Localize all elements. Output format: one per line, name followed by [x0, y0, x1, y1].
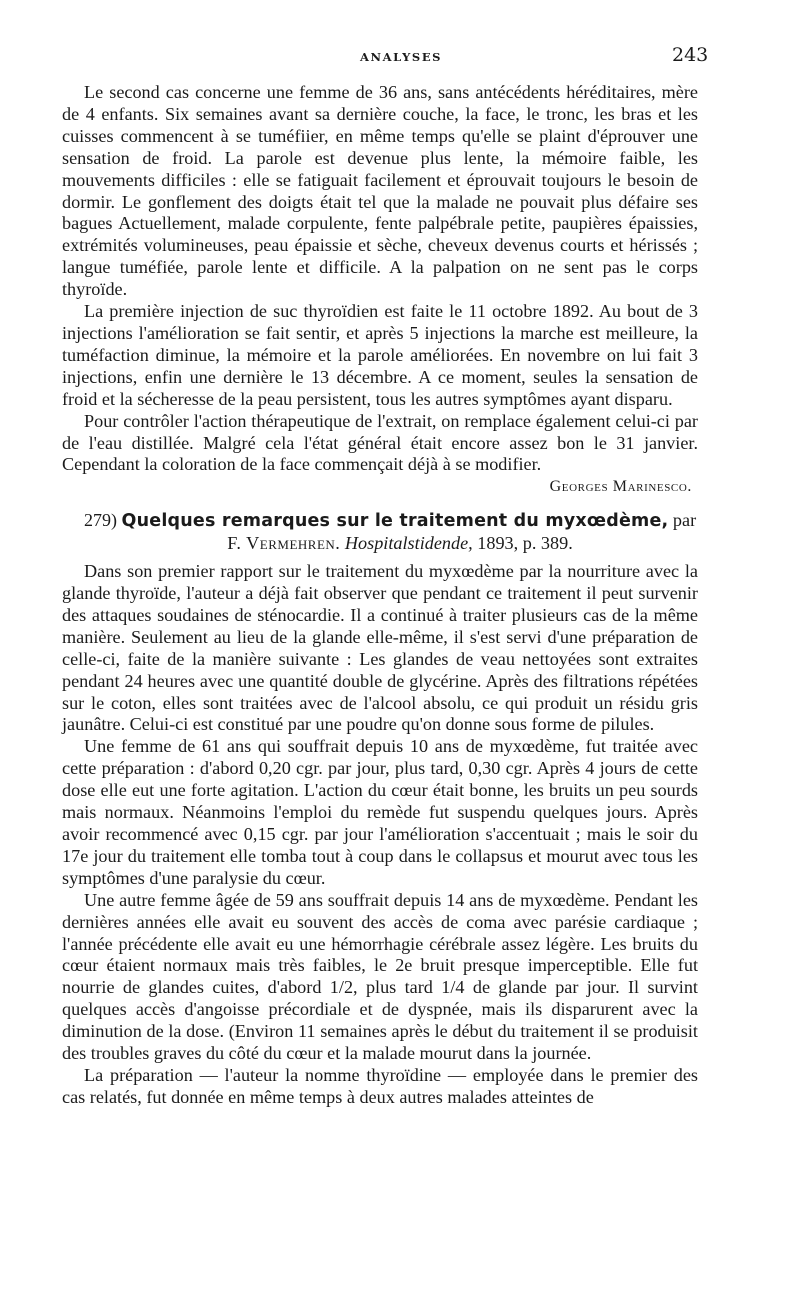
- paragraph: Pour contrôler l'action thérapeutique de l'extrait, on remplace également celui-ci par de l'eau distillée. Malgré cela l'état général était encore assez bon le 31 janvier. Cependant la coloration de la face commençait déjà à se modifier.: [62, 410, 698, 475]
- running-title: ANALYSES: [360, 50, 443, 64]
- paragraph: Le second cas concerne une femme de 36 ans, sans antécédents héréditaires, mère de 4 enfants. Six semaines avant sa dernière couche, la face, le tronc, les bras et les cuisses commencent à se tuméfiier, en même temps qu'elle se plaint d'éprouver une sensation de froid. La parole est devenue plus lente, la mémoire faible, les mouvements difficiles : elle se fatiguait facilement et éprouvait toujours le besoin de dormir. Le gonflement des doigts était tel que la malade ne pouvait plus défaire ses bagues Actuellement, malade corpulente, fente palpébrale petite, paupières épaissies, extrémités volumineuses, peau épaissie et sèche, cheveux devenus courts et hérissés ; langue tuméfiée, parole lente et difficile. A la palpation on ne sent pas le corps thyroïde.: [62, 82, 698, 300]
- article-by: par: [672, 510, 697, 531]
- paragraph: La première injection de suc thyroïdien est faite le 11 octobre 1892. Au bout de 3 injections l'amélioration se fait sentir, et après 5 injections la marche est meilleure, la tuméfaction diminue, la mémoire et la parole améliorées. En novembre on lui fait 3 injections, enfin une dernière le 13 décembre. A ce moment, seules la sensation de froid et la sécheresse de la peau persistent, tous les autres symptômes ayant disparu.: [62, 301, 698, 409]
- article-journal: Hospitalstidende,: [344, 533, 473, 554]
- paragraph: Une autre femme âgée de 59 ans souffrait depuis 14 ans de myxœdème. Pendant les dernières années elle avait eu souvent des accès de coma avec parésie cardiaque ; l'année précédente elle avait eu une hémorrhagie cérébrale assez légère. Les bruits du cœur étaient normaux mais très faibles, le 2e bruit presque imperceptible. Elle fut nourrie de glandes cuites, d'abord 1/2, plus tard 1/4 de glande par jour. Il survint quelques accès d'angoisse précordiale et de dyspnée, mais ils disparurent avec la diminution de la dose. (Environ 11 semaines après le début du traitement il se produisit des troubles graves du côté du cœur et la malade mourut dans la journée.: [62, 889, 698, 1064]
- author-signature: Georges Marinesco.: [549, 478, 692, 496]
- body-text: [62, 82, 698, 1109]
- paragraph: Dans son premier rapport sur le traitement du myxœdème par la nourriture avec la glande thyroïde, l'auteur a déjà fait observer que pendant ce traitement il peut survenir des attaques soudaines de sténocardie. Il a continué à traiter plusieurs cas de la même manière. Seulement au lieu de la glande elle-même, il s'est servi d'une préparation de celle-ci, faite de la manière suivante : Les glandes de veau nettoyées sont extraites pendant 24 heures avec une quantité double de glycérine. Après des filtrations répétées sur le coton, elles sont traitées avec de l'alcool absolu, ce qui produit un résidu gris jaunâtre. Celui-ci est constitué par une poudre qu'on donne sous forme de pilules.: [62, 561, 698, 735]
- page-header: [0, 44, 800, 74]
- article-citation: 1893, p. 389.: [477, 533, 573, 554]
- article-number: 279): [84, 510, 117, 531]
- article-reference: [62, 533, 698, 555]
- page-number: 243: [672, 44, 709, 66]
- article-title: Quelques remarques sur le traitement du myxœdème,: [121, 511, 669, 532]
- paragraph: La préparation — l'auteur la nomme thyroïdine — employée dans le premier des cas relatés, fut donnée en même temps à deux autres malades atteintes de: [62, 1064, 698, 1107]
- article-author: F. Vermehren.: [227, 533, 341, 554]
- article-heading: [62, 510, 698, 533]
- paragraph: Une femme de 61 ans qui souffrait depuis 10 ans de myxœdème, fut traitée avec cette préparation : d'abord 0,20 cgr. par jour, plus tard, 0,30 cgr. Après 4 jours de cette dose elle eut une forte agitation. L'action du cœur était bonne, les bruits un peu sourds mais normaux. Néanmoins l'emploi du remède fut suspendu quelques jours. Après avoir recommencé avec 0,15 cgr. par jour l'amélioration s'accentuait ; mais le soir du 17e jour du traitement elle tomba tout à coup dans le collapsus et mourut avec tous les symptômes d'une paralysie du cœur.: [62, 736, 698, 888]
